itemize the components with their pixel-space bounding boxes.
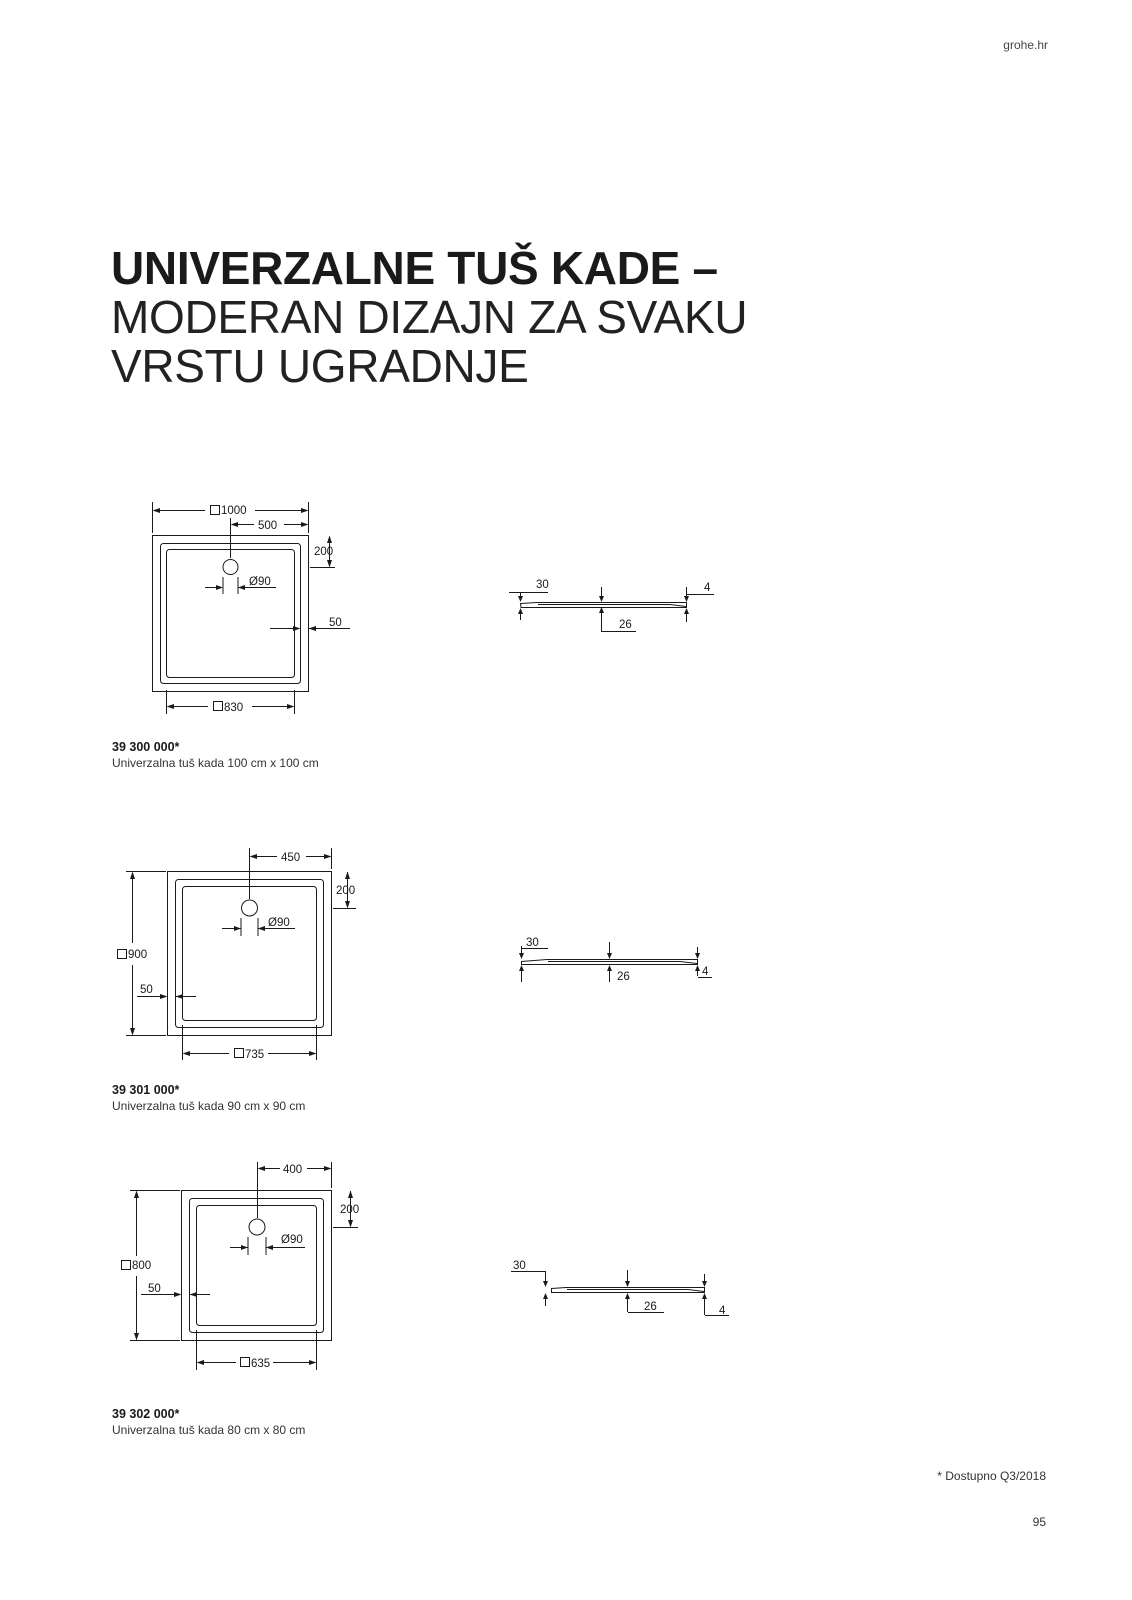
title-line-2: MODERAN DIZAJN ZA SVAKU — [111, 291, 748, 343]
plan-drawing-1 — [140, 495, 360, 725]
section-drawing-1 — [508, 572, 728, 634]
product-caption-1 — [112, 739, 319, 771]
dim-inner-1: 830 — [224, 702, 244, 714]
dim-outer-3: 800 — [132, 1260, 152, 1272]
product-description: Univerzalna tuš kada 80 cm x 80 cm — [112, 1423, 306, 1437]
dim-drain-offset-1: 500 — [258, 520, 278, 532]
dim-depth-1: 26 — [619, 619, 632, 631]
title-line-1: UNIVERZALNE TUŠ KADE – — [111, 242, 718, 294]
dim-inner-3: 635 — [251, 1358, 271, 1370]
dim-drain-top-1: 200 — [314, 546, 334, 558]
title-line-3: VRSTU UGRADNJE — [111, 340, 529, 392]
dim-depth-2: 26 — [617, 971, 630, 983]
dim-edge-1: 30 — [536, 579, 549, 591]
page-number: 95 — [1032, 1515, 1046, 1529]
dim-drain-offset-2: 450 — [281, 852, 301, 864]
product-caption-3 — [112, 1406, 305, 1438]
dim-depth-3: 26 — [644, 1301, 657, 1313]
section-drawing-2 — [510, 930, 720, 988]
plan-drawing-2 — [108, 843, 368, 1068]
plan-drawing-3 — [108, 1155, 368, 1380]
dim-rim-height-2: 4 — [702, 966, 709, 978]
dim-rim-height-3: 4 — [719, 1305, 726, 1317]
dim-drain-top-3: 200 — [340, 1204, 360, 1216]
dim-rim-height-1: 4 — [704, 582, 711, 594]
product-code: 39 302 000* — [112, 1407, 180, 1421]
dim-rim-1: 50 — [329, 617, 342, 629]
dim-inner-2: 735 — [245, 1049, 265, 1061]
site-url: grohe.hr — [1003, 38, 1048, 52]
product-code: 39 300 000* — [112, 740, 180, 754]
product-description: Univerzalna tuš kada 100 cm x 100 cm — [112, 756, 319, 770]
section-drawing-3 — [510, 1255, 735, 1320]
product-code: 39 301 000* — [112, 1083, 180, 1097]
dim-drain-offset-3: 400 — [283, 1164, 303, 1176]
dim-rim-3: 50 — [148, 1283, 161, 1295]
dim-edge-3: 30 — [513, 1260, 526, 1272]
availability-footnote: * Dostupno Q3/2018 — [937, 1469, 1046, 1483]
dim-rim-2: 50 — [140, 984, 153, 996]
dim-drain-dia-2: Ø90 — [268, 917, 290, 929]
dim-outer-2: 900 — [128, 949, 148, 961]
product-caption-2 — [112, 1082, 305, 1114]
dim-drain-dia-1: Ø90 — [249, 576, 271, 588]
dim-drain-top-2: 200 — [336, 885, 356, 897]
dim-edge-2: 30 — [526, 937, 539, 949]
page-title — [111, 244, 747, 391]
dim-outer-1: 1000 — [221, 505, 247, 517]
dim-drain-dia-3: Ø90 — [281, 1234, 303, 1246]
product-description: Univerzalna tuš kada 90 cm x 90 cm — [112, 1099, 306, 1113]
